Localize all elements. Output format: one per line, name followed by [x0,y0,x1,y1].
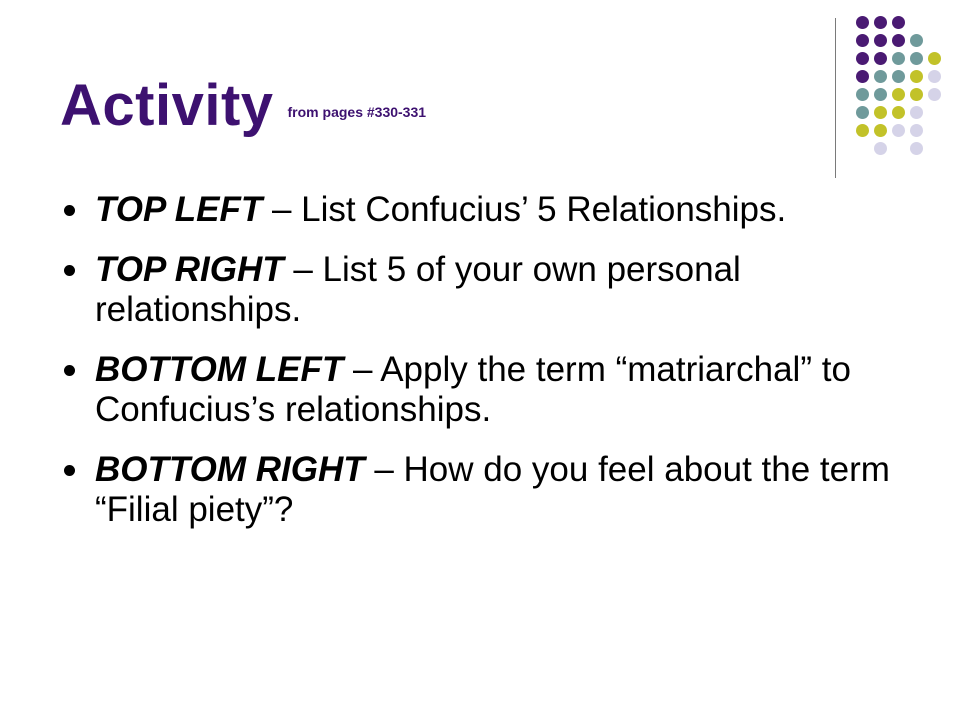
decorative-dot [874,52,887,65]
bullet-lead: TOP RIGHT [95,250,284,289]
decorative-dot [928,52,941,65]
decorative-divider-line [835,18,836,178]
decorative-dot [874,88,887,101]
decorative-dot [874,34,887,47]
bullet-dot-icon [64,265,75,276]
decorative-dot [910,124,923,137]
title-text: Activity [60,73,274,138]
decorative-dot [928,70,941,83]
bullet-lead: BOTTOM RIGHT [95,450,365,489]
decorative-dot [874,16,887,29]
bullet-text: – List 5 of your own personal relationships. [95,250,741,329]
decorative-dot [856,70,869,83]
bullet-dot-icon [64,365,75,376]
decorative-dot [892,16,905,29]
bullet-item-bottom-left [64,350,924,430]
bullet-text: – Apply the term “matriarchal” to Confucius’s relationships. [95,350,851,429]
decorative-dot [874,106,887,119]
bullet-text: – How do you feel about the term “Filial piety”? [95,450,890,529]
decorative-dot [856,34,869,47]
decorative-dot [910,34,923,47]
decorative-dot [892,34,905,47]
decorative-dot [874,70,887,83]
decorative-dot [892,70,905,83]
decorative-dot [856,16,869,29]
bullet-dot-icon [64,465,75,476]
decorative-dot [856,52,869,65]
decorative-dot [856,124,869,137]
decorative-dot [892,106,905,119]
decorative-dot [928,88,941,101]
decorative-dot [910,70,923,83]
decorative-dot [856,88,869,101]
decorative-dot [892,52,905,65]
decorative-dot [910,52,923,65]
bullet-lead: BOTTOM LEFT [95,350,344,389]
decorative-dot [892,124,905,137]
decorative-dot [856,106,869,119]
decorative-dot [874,142,887,155]
bullet-lead: TOP LEFT [95,190,263,229]
bullet-list [64,190,924,550]
bullet-item-top-right [64,250,924,330]
decorative-dot [874,124,887,137]
decorative-dot [892,88,905,101]
bullet-dot-icon [64,205,75,216]
bullet-item-top-left [64,190,924,230]
slide-title [60,72,426,139]
bullet-item-bottom-right [64,450,924,530]
decorative-dot [910,142,923,155]
decorative-dot [910,88,923,101]
bullet-text: – List Confucius’ 5 Relationships. [262,190,787,229]
decorative-dot [910,106,923,119]
title-subtitle: from pages #330-331 [287,104,427,120]
